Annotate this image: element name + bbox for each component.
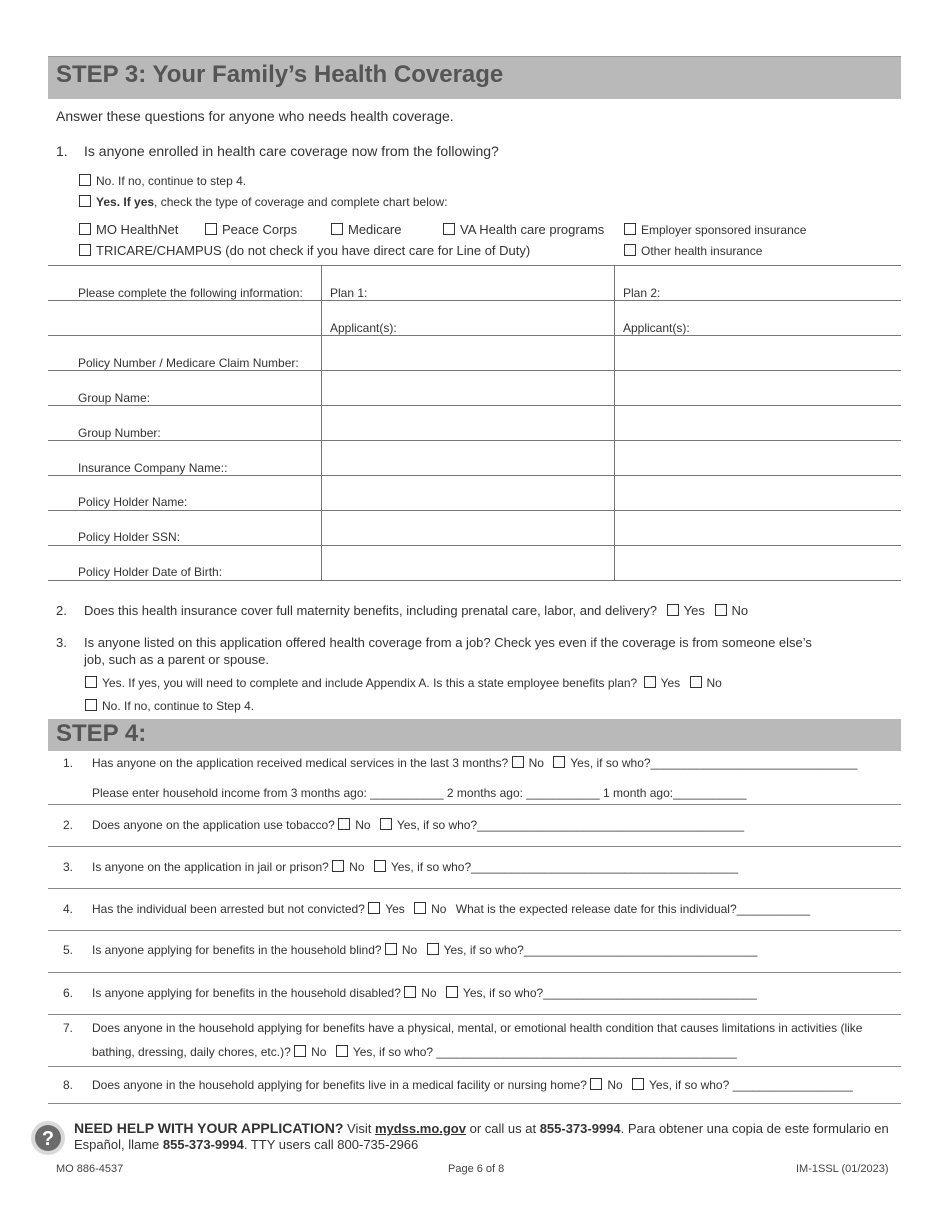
s4-q7-yes-option[interactable]: Yes, if so who? _____________________________________________: [336, 1045, 737, 1059]
s4-q8-text: Does anyone in the household applying for benefits live in a medical facility or nursing home?: [92, 1078, 587, 1092]
s4-q3-row: [92, 860, 738, 874]
divider: [48, 1066, 901, 1067]
website-link[interactable]: mydss.mo.gov: [374, 1121, 466, 1136]
plan1-group-number-field[interactable]: [322, 406, 613, 440]
plan1-insurance-company-field[interactable]: [322, 441, 613, 475]
q2-yes-checkbox[interactable]: [667, 604, 679, 616]
divider: [48, 804, 901, 805]
s4-q1-row: [92, 756, 857, 770]
s4-q5-number: 5.: [63, 943, 74, 957]
help-line1: NEED HELP WITH YOUR APPLICATION? Visit mydss.mo.gov or call us at 855-373-9994. Para obtener una copia de este formulario en: [74, 1120, 889, 1136]
help-heading: NEED HELP WITH YOUR APPLICATION?: [74, 1120, 344, 1136]
s4-q6-number: 6.: [63, 986, 74, 1000]
s4-q6-yes-option[interactable]: Yes, if so who?________________________________: [446, 986, 757, 1000]
s4-q8-yes-checkbox[interactable]: [632, 1078, 644, 1090]
q3-yes-checkbox[interactable]: [85, 676, 97, 688]
s4-q1-yes-option[interactable]: Yes, if so who?_______________________________: [553, 756, 857, 770]
s4-q4-number: 4.: [63, 902, 74, 916]
step3-intro: Answer these questions for anyone who needs health coverage.: [56, 108, 454, 124]
plan2-group-name-field[interactable]: [615, 371, 900, 405]
employer-checkbox[interactable]: [624, 223, 636, 235]
help-icon: [30, 1120, 66, 1156]
plan2-holder-name-field[interactable]: [615, 476, 900, 510]
divider: [48, 1103, 901, 1104]
q2-no-option[interactable]: No: [715, 603, 749, 618]
table-line: [48, 300, 901, 301]
plan2-applicants-label: Applicant(s):: [623, 321, 690, 335]
s4-q8-no-checkbox[interactable]: [590, 1078, 602, 1090]
divider: [48, 972, 901, 973]
q3-state-yes-checkbox[interactable]: [644, 676, 656, 688]
s4-q6-no-checkbox[interactable]: [404, 986, 416, 998]
mo-healthnet-checkbox[interactable]: [79, 223, 91, 235]
s4-q7-row: [92, 1045, 737, 1059]
q3-state-no-checkbox[interactable]: [690, 676, 702, 688]
type-peace-corps[interactable]: Peace Corps: [205, 222, 297, 237]
q3-text-line2: job, such as a parent or spouse.: [84, 652, 270, 667]
page-number: Page 6 of 8: [448, 1163, 505, 1175]
q2-no-checkbox[interactable]: [715, 604, 727, 616]
plan2-insurance-company-field[interactable]: [615, 441, 900, 475]
q2-yes-option[interactable]: Yes: [667, 603, 705, 618]
s4-q2-yes-option[interactable]: Yes, if so who?________________________________________: [380, 818, 744, 832]
s4-q7-yes-checkbox[interactable]: [336, 1045, 348, 1057]
step3-header: [48, 56, 901, 99]
q1-number: 1.: [56, 143, 68, 159]
type-tricare[interactable]: TRICARE/CHAMPUS (do not check if you have direct care for Line of Duty): [79, 243, 530, 258]
svg-text:?: ?: [41, 1128, 55, 1150]
divider: [48, 846, 901, 847]
s4-q7-line2: bathing, dressing, daily chores, etc.)?: [92, 1045, 291, 1059]
q3-yes-row: [85, 676, 722, 690]
s4-q2-row: [92, 818, 744, 832]
divider: [48, 1014, 901, 1015]
plan1-holder-dob-field[interactable]: [322, 546, 613, 580]
s4-q1-number: 1.: [63, 756, 74, 770]
s4-q4-no-option[interactable]: No: [414, 902, 446, 916]
s4-q5-yes-option[interactable]: Yes, if so who?___________________________________: [427, 943, 758, 957]
peace-corps-checkbox[interactable]: [205, 223, 217, 235]
help-line2: Español, llame 855-373-9994. TTY users call 800-735-2966: [74, 1137, 419, 1152]
medicare-checkbox[interactable]: [331, 223, 343, 235]
q3-no-checkbox[interactable]: [85, 699, 97, 711]
s4-q6-text: Is anyone applying for benefits in the household disabled?: [92, 986, 401, 1000]
phone-number-spanish: 855-373-9994: [162, 1137, 244, 1152]
q1-no-checkbox[interactable]: [79, 174, 91, 186]
plan1-holder-name-field[interactable]: [322, 476, 613, 510]
phone-number: 855-373-9994: [539, 1121, 621, 1136]
other-insurance-checkbox[interactable]: [624, 244, 636, 256]
plan2-label: Plan 2:: [623, 286, 661, 300]
row-label-insurance-company: Insurance Company Name::: [78, 461, 228, 475]
s4-q3-number: 3.: [63, 860, 74, 874]
s4-q5-row: [92, 943, 757, 957]
s4-q8-row: [92, 1078, 853, 1092]
s4-q6-no-option[interactable]: No: [404, 986, 436, 1000]
row-label-policy-number: Policy Number / Medicare Claim Number:: [78, 356, 299, 370]
s4-q6-yes-checkbox[interactable]: [446, 986, 458, 998]
plan2-holder-ssn-field[interactable]: [615, 511, 900, 545]
type-mo-healthnet[interactable]: MO HealthNet: [79, 222, 178, 237]
s4-q7-number: 7.: [63, 1021, 74, 1035]
s4-q5-no-option[interactable]: No: [385, 943, 417, 957]
s4-q5-text: Is anyone applying for benefits in the household blind?: [92, 943, 382, 957]
s4-q4-row: [92, 902, 810, 916]
s4-q8-yes-option[interactable]: Yes, if so who? __________________: [632, 1078, 853, 1092]
q3-text-line1: Is anyone listed on this application offered health coverage from a job? Check yes even if the coverage is from someone else’s: [84, 635, 812, 650]
s4-q7-no-checkbox[interactable]: [294, 1045, 306, 1057]
type-va[interactable]: VA Health care programs: [443, 222, 604, 237]
step3-title: STEP 3: Your Family’s Health Coverage: [56, 61, 504, 88]
s4-q8-no-option[interactable]: No: [590, 1078, 622, 1092]
row-label-group-name: Group Name:: [78, 391, 151, 405]
s4-q2-number: 2.: [63, 818, 74, 832]
row-label-holder-dob: Policy Holder Date of Birth:: [78, 565, 223, 579]
s4-q1-text: Has anyone on the application received medical services in the last 3 months?: [92, 756, 509, 770]
s4-q2-yes-checkbox[interactable]: [380, 818, 392, 830]
plan2-policy-number-field[interactable]: [615, 336, 900, 370]
s4-q3-text: Is anyone on the application in jail or prison?: [92, 860, 329, 874]
q1-yes-checkbox[interactable]: [79, 195, 91, 207]
table-line: [48, 265, 901, 266]
table-header-label: Please complete the following information:: [78, 286, 303, 300]
table-line: [48, 580, 901, 581]
divider: [48, 888, 901, 889]
step4-title: STEP 4:: [56, 720, 147, 747]
s4-q4-text: Has the individual been arrested but not convicted?: [92, 902, 365, 916]
q1-no-option[interactable]: No. If no, continue to step 4.: [79, 174, 246, 188]
s4-q4-yes-checkbox[interactable]: [368, 902, 380, 914]
q3-state-yes-option[interactable]: Yes: [644, 676, 681, 690]
s4-q5-yes-checkbox[interactable]: [427, 943, 439, 955]
s4-q1-no-option[interactable]: No: [512, 756, 544, 770]
q1-yes-option[interactable]: Yes. If yes, check the type of coverage and complete chart below:: [79, 195, 448, 209]
type-other[interactable]: Other health insurance: [624, 244, 762, 258]
form-id: IM-1SSL (01/2023): [796, 1163, 889, 1175]
q1-text: Is anyone enrolled in health care coverage now from the following?: [84, 143, 499, 159]
plan1-label: Plan 1:: [330, 286, 368, 300]
q3-number: 3.: [56, 635, 67, 650]
s4-q4-release-date[interactable]: What is the expected release date for this individual?___________: [455, 902, 811, 916]
form-number: MO 886-4537: [56, 1163, 124, 1175]
row-label-holder-name: Policy Holder Name:: [78, 495, 188, 509]
s4-q6-row: [92, 986, 757, 1000]
s4-q7-line1: Does anyone in the household applying for benefits have a physical, mental, or emotional health condition that causes limitations in activities (like: [92, 1021, 863, 1035]
q2-number: 2.: [56, 603, 67, 618]
tricare-checkbox[interactable]: [79, 244, 91, 256]
type-employer[interactable]: Employer sponsored insurance: [624, 223, 806, 237]
s4-q1-yes-checkbox[interactable]: [553, 756, 565, 768]
s4-q8-number: 8.: [63, 1078, 74, 1092]
s4-q7-no-option[interactable]: No: [294, 1045, 326, 1059]
type-medicare[interactable]: Medicare: [331, 222, 401, 237]
q2-row: [84, 603, 748, 618]
plan1-holder-ssn-field[interactable]: [322, 511, 613, 545]
plan2-holder-dob-field[interactable]: [615, 546, 900, 580]
q3-no-option[interactable]: No. If no, continue to Step 4.: [85, 699, 254, 713]
s4-q3-no-option[interactable]: No: [332, 860, 364, 874]
s4-q4-no-checkbox[interactable]: [414, 902, 426, 914]
s4-q2-no-checkbox[interactable]: [338, 818, 350, 830]
divider: [48, 930, 901, 931]
s4-q1-no-checkbox[interactable]: [512, 756, 524, 768]
q3-yes-option[interactable]: Yes. If yes, you will need to complete and include Appendix A. Is this a state employee benefits plan?: [85, 676, 637, 690]
s4-q4-yes-option[interactable]: Yes: [368, 902, 405, 916]
q2-text: Does this health insurance cover full maternity benefits, including prenatal care, labor, and delivery?: [84, 603, 658, 618]
s4-q3-no-checkbox[interactable]: [332, 860, 344, 872]
row-label-group-number: Group Number:: [78, 426, 161, 440]
s4-q5-no-checkbox[interactable]: [385, 943, 397, 955]
step4-header: [48, 719, 901, 751]
s4-q2-text: Does anyone on the application use tobacco?: [92, 818, 335, 832]
s4-q3-yes-option[interactable]: Yes, if so who?________________________________________: [374, 860, 738, 874]
q3-state-no-option[interactable]: No: [690, 676, 722, 690]
row-label-holder-ssn: Policy Holder SSN:: [78, 530, 181, 544]
s4-q2-no-option[interactable]: No: [338, 818, 370, 832]
plan1-policy-number-field[interactable]: [322, 336, 613, 370]
plan1-applicants-label: Applicant(s):: [330, 321, 397, 335]
s4-q3-yes-checkbox[interactable]: [374, 860, 386, 872]
plan1-group-name-field[interactable]: [322, 371, 613, 405]
va-checkbox[interactable]: [443, 223, 455, 235]
s4-q1-income-line[interactable]: Please enter household income from 3 months ago: ___________ 2 months ago: ___________ 1 month ago:___________: [92, 786, 747, 800]
plan2-group-number-field[interactable]: [615, 406, 900, 440]
